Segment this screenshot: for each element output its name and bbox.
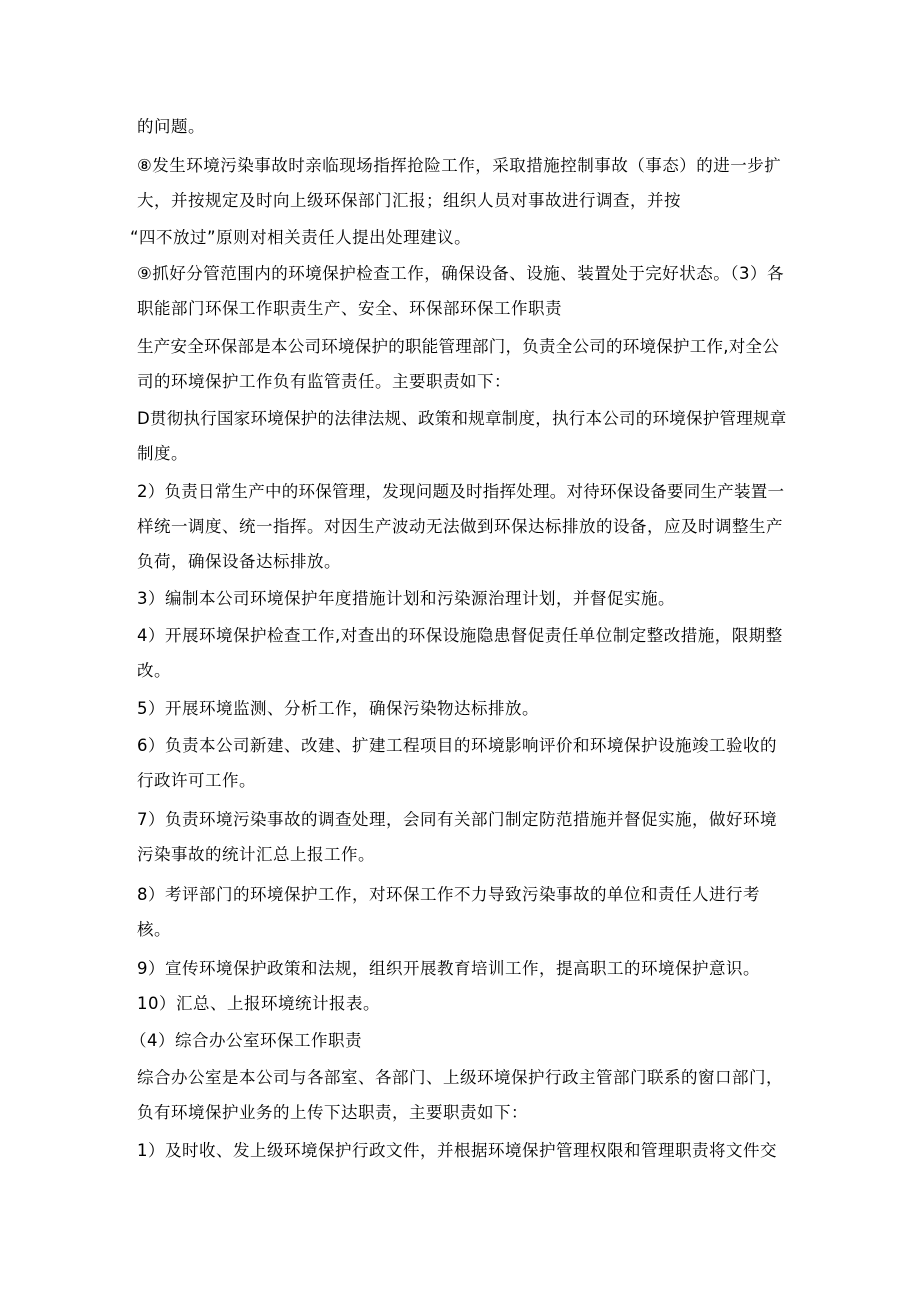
text-line: 大，并按规定及时向上级环保部门汇报；组织人员对事故进行调查，并按 (137, 191, 681, 210)
text-line: 负荷，确保设备达标排放。 (137, 552, 341, 571)
text-line: 10）汇总、上报环境统计报表。 (137, 994, 380, 1013)
text-line: 5）开展环境监测、分析工作，确保污染物达标排放。 (137, 699, 539, 718)
text-line: 制度。 (137, 444, 188, 463)
text-line: 1）及时收、发上级环境保护行政文件，并根据环境保护管理权限和管理职责将文件交 (137, 1141, 777, 1160)
text-line: 的问题。 (137, 117, 205, 136)
text-line: ⑨抓好分管范围内的环境保护检查工作，确保设备、设施、装置处于完好状态。（3）各 (137, 264, 785, 283)
text-line: “四不放过”原则对相关责任人提出处理建议。 (130, 228, 472, 247)
text-line: 2）负责日常生产中的环保管理，发现问题及时指挥处理。对待环保设备要同生产装置一 (137, 482, 785, 501)
text-line: ⑧发生环境污染事故时亲临现场指挥抢险工作，采取措施控制事故（事态）的进一步扩 (137, 156, 782, 175)
text-line: 改。 (137, 661, 171, 680)
text-line: 生产安全环保部是本公司环境保护的职能管理部门，负责全公司的环境保护工作,对全公 (137, 337, 779, 356)
text-line: 核。 (137, 920, 171, 939)
text-line: 污染事故的统计汇总上报工作。 (137, 845, 375, 864)
text-line: D贯彻执行国家环境保护的法律法规、政策和规章制度，执行本公司的环境保护管理规章 (137, 409, 787, 428)
text-line: 司的环境保护工作负有监管责任。主要职责如下： (137, 372, 511, 391)
text-line: 7）负责环境污染事故的调查处理，会同有关部门制定防范措施并督促实施，做好环境 (137, 810, 777, 829)
text-line: 负有环境保护业务的上传下达职责，主要职责如下： (137, 1103, 528, 1122)
text-line: 职能部门环保工作职责生产、安全、环保部环保工作职责 (137, 299, 562, 318)
text-line: 4）开展环境保护检查工作,对查出的环保设施隐患督促责任单位制定整改措施，限期整 (137, 626, 783, 645)
text-line: 8）考评部门的环境保护工作，对环保工作不力导致污染事故的单位和责任人进行考 (137, 885, 760, 904)
text-line: 样统一调度、统一指挥。对因生产波动无法做到环保达标排放的设备，应及时调整生产 (137, 517, 783, 536)
text-line: （4）综合办公室环保工作职责 (130, 1031, 362, 1050)
text-line: 9）宣传环境保护政策和法规，组织开展教育培训工作，提高职工的环境保护意识。 (137, 959, 760, 978)
text-line: 综合办公室是本公司与各部室、各部门、上级环境保护行政主管部门联系的窗口部门， (137, 1068, 783, 1087)
text-line: 行政许可工作。 (137, 771, 256, 790)
text-line: 6）负责本公司新建、改建、扩建工程项目的环境影响评价和环境保护设施竣工验收的 (137, 736, 777, 755)
text-line: 3）编制本公司环境保护年度措施计划和污染源治理计划，并督促实施。 (137, 589, 675, 608)
